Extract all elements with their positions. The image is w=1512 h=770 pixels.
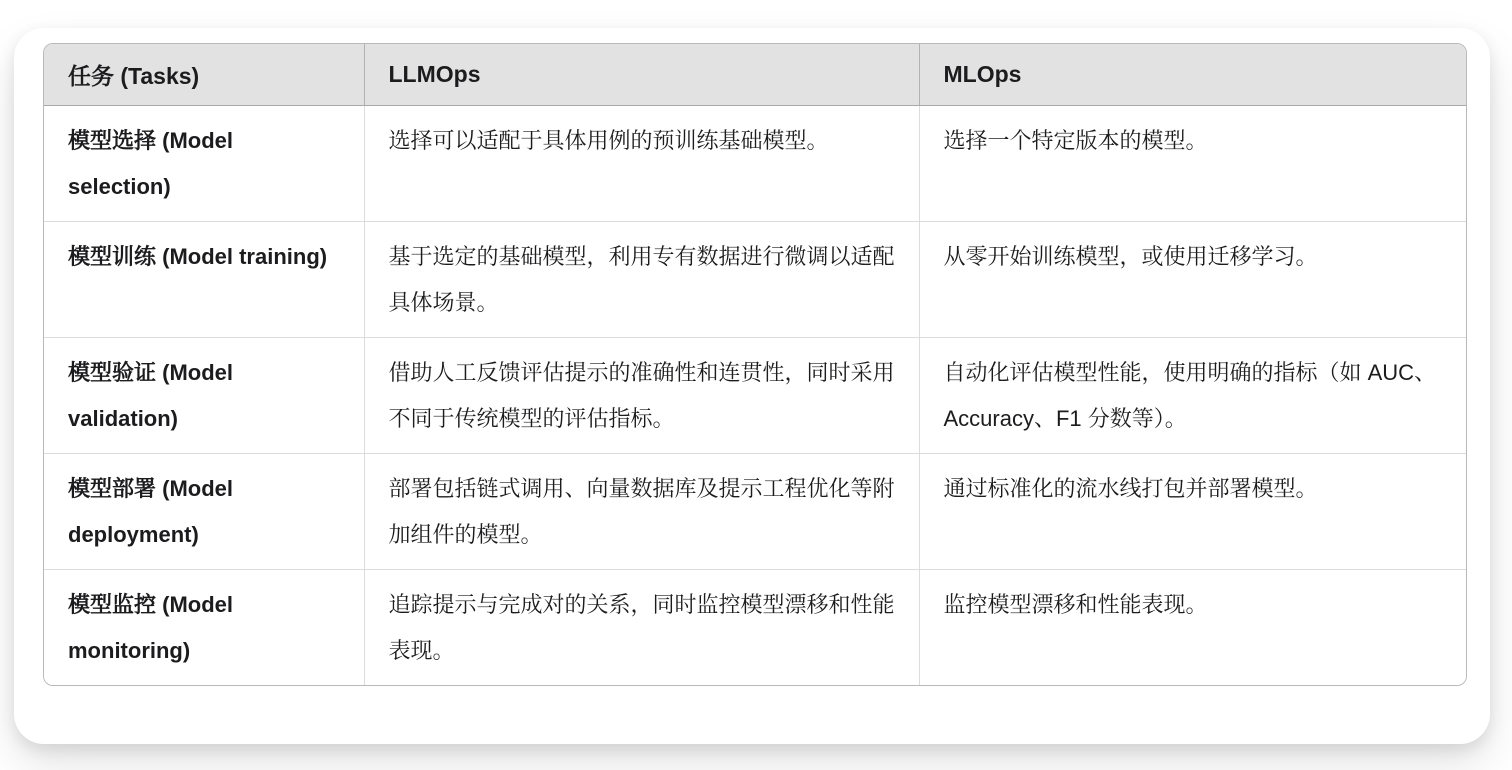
cell-task: 模型验证 (Model validation) (44, 337, 364, 453)
header-cell-llmops: LLMOps (364, 44, 919, 105)
cell-task: 模型选择 (Model selection) (44, 105, 364, 221)
table-row (44, 105, 1467, 221)
table-body (44, 105, 1467, 685)
header-cell-mlops: MLOps (919, 44, 1467, 105)
cell-mlops: 监控模型漂移和性能表现。 (919, 569, 1467, 685)
cell-mlops: 自动化评估模型性能，使用明确的指标（如 AUC、Accuracy、F1 分数等）。 (919, 337, 1467, 453)
llmops-mlops-comparison-table (44, 44, 1467, 685)
cell-mlops: 从零开始训练模型，或使用迁移学习。 (919, 221, 1467, 337)
table-row (44, 337, 1467, 453)
cell-llmops: 选择可以适配于具体用例的预训练基础模型。 (364, 105, 919, 221)
cell-task: 模型部署 (Model deployment) (44, 453, 364, 569)
comparison-table-frame (43, 43, 1467, 686)
header-cell-tasks: 任务 (Tasks) (44, 44, 364, 105)
table-row (44, 221, 1467, 337)
cell-llmops: 基于选定的基础模型，利用专有数据进行微调以适配具体场景。 (364, 221, 919, 337)
cell-llmops: 追踪提示与完成对的关系，同时监控模型漂移和性能表现。 (364, 569, 919, 685)
cell-task: 模型监控 (Model monitoring) (44, 569, 364, 685)
table-row (44, 453, 1467, 569)
cell-mlops: 选择一个特定版本的模型。 (919, 105, 1467, 221)
cell-llmops: 借助人工反馈评估提示的准确性和连贯性，同时采用不同于传统模型的评估指标。 (364, 337, 919, 453)
table-card (14, 28, 1490, 744)
table-header-row (44, 44, 1467, 105)
cell-llmops: 部署包括链式调用、向量数据库及提示工程优化等附加组件的模型。 (364, 453, 919, 569)
table-row (44, 569, 1467, 685)
cell-mlops: 通过标准化的流水线打包并部署模型。 (919, 453, 1467, 569)
cell-task: 模型训练 (Model training) (44, 221, 364, 337)
